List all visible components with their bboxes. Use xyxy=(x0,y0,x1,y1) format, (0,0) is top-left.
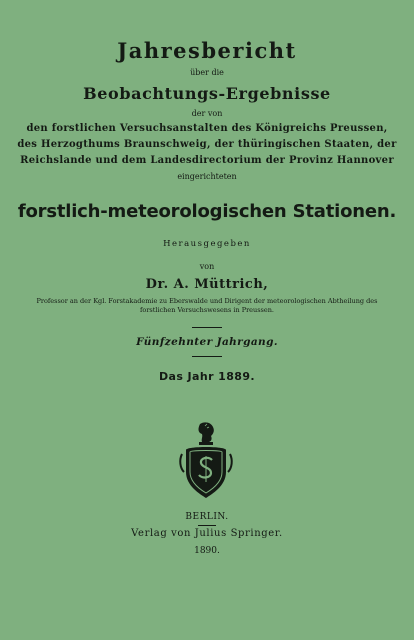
subtitle: Beobachtungs-Ergebnisse xyxy=(83,84,331,103)
city-label: BERLIN. xyxy=(185,512,229,522)
text-ueber-die: über die xyxy=(190,68,224,77)
text-von: von xyxy=(199,262,215,271)
text-eingerichteten: eingerichteten xyxy=(177,172,237,181)
divider-top xyxy=(192,327,222,328)
editor-affiliation-line-2: forstlichen Versuchswesens in Preussen. xyxy=(140,306,274,314)
text-herausgegeben: Herausgegeben xyxy=(163,239,251,249)
divider-bottom xyxy=(192,356,222,357)
publication-year: 1890. xyxy=(194,546,220,556)
page-title: Jahresbericht xyxy=(117,38,297,63)
institutions-line-1: den forstlichen Versuchsanstalten des Königreichs Preussen, xyxy=(26,123,388,134)
publisher: Verlag von Julius Springer. xyxy=(131,528,283,539)
editor-affiliation-line-1: Professor an der Kgl. Forstakademie zu Eberswalde und Dirigent der meteorologischen Abtheilung des xyxy=(36,297,378,305)
year-line: Das Jahr 1889. xyxy=(159,370,255,383)
text-der-von: der von xyxy=(191,109,223,118)
springer-knight-seal-icon xyxy=(178,420,234,500)
institutions-line-3: Reichslande und dem Landesdirectorium der Provinz Hannover xyxy=(20,155,394,166)
stations-heading: forstlich-meteorologischen Stationen. xyxy=(17,201,397,222)
edition-label: Fünfzehnter Jahrgang. xyxy=(136,336,278,348)
divider-city xyxy=(198,525,216,526)
institutions-line-2: des Herzogthums Braunschweig, der thüringischen Staaten, der xyxy=(17,139,397,150)
editor-name: Dr. A. Müttrich, xyxy=(145,277,269,292)
